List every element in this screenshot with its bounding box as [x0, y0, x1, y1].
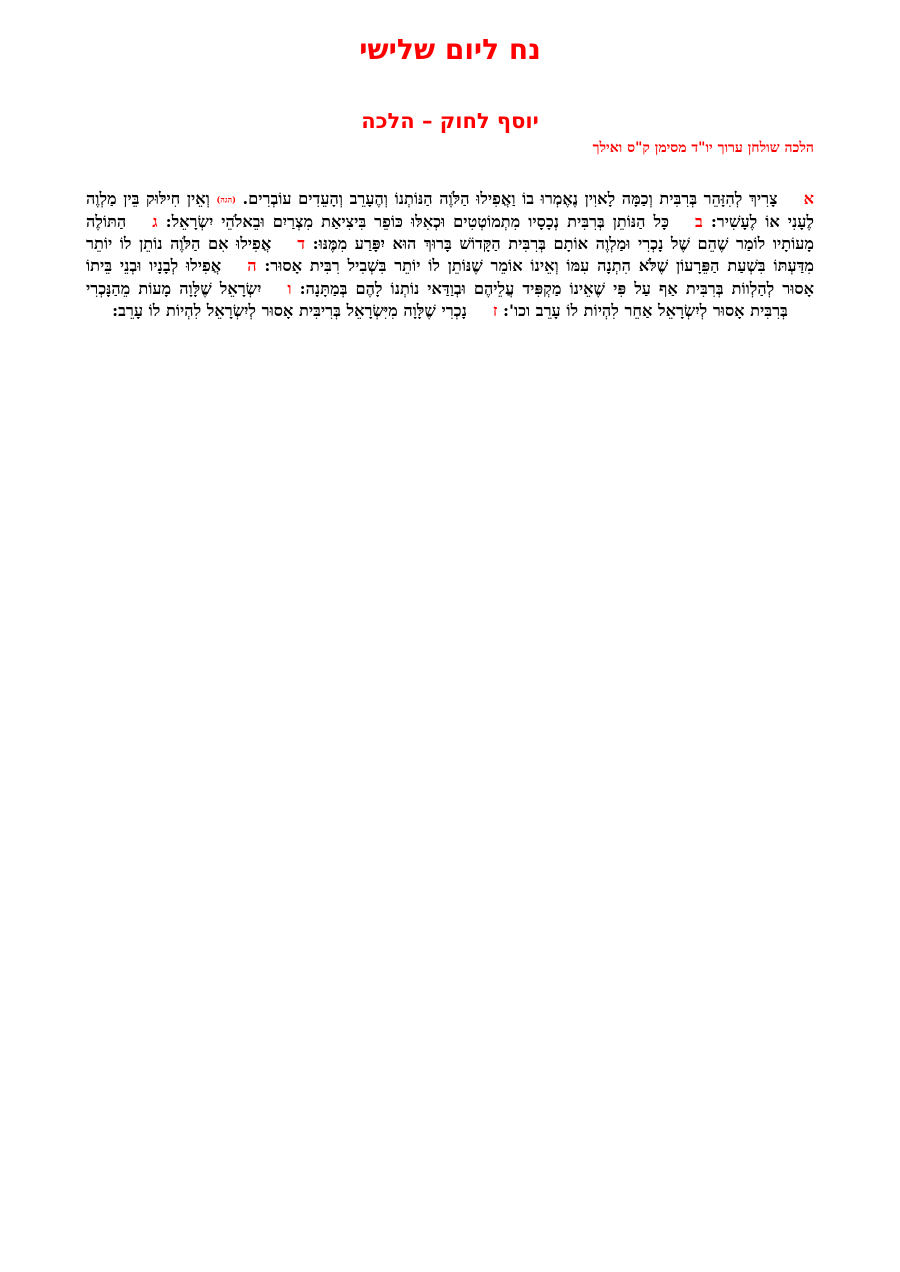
halacha-body: [86, 188, 814, 322]
seif-letter-6: ו: [287, 278, 292, 298]
seif-letter-1: א: [803, 189, 815, 208]
page-title: נח ליום שלישי: [359, 33, 541, 66]
seif-letter-5: ה: [247, 256, 257, 276]
seif-text-3: הַתּוֹלֶה מָעוֹתָיו לוֹמַר שֶׁהֵם שֶׁל נָכְרִי וּמַלְוֶה אוֹתָם בְּרִבִּית הַקָּדוֹשׁ בָּרוּךְ הוּא יִפָּרַע מִמֶּנּוּ:: [86, 211, 814, 253]
seif-letter-4: ד: [297, 233, 306, 253]
seif-letter-3: ג: [152, 211, 158, 231]
section-subtitle: יוסף לחוק – הלכה: [361, 109, 539, 133]
hagah-note: (הגה): [216, 194, 236, 205]
seif-text-1: צָרִיךְ לְהִזָּהֵר בְּרִבִּית וְכַמָּה לָאוִין נֶאֶמְרוּ בוֹ וַאֲפִילוּ הַלֹּוֶה הַנּוֹתְנוֹ וְהֶעָרֵב וְהָעֵדִים עוֹבְרִים.: [242, 189, 778, 208]
seif-text-1-continuation: וְאֵין חִילּוּק בֵּין מַלְוֶה לֶעָנִי אוֹ לֶעָשִׁיר:: [86, 189, 815, 231]
seif-text-4: אֲפִילוּ אִם הַלֹּוֶה נוֹתֵן לוֹ יוֹתֵר מִדַּעְתּוֹ בִּשְׁעַת הַפֵּרָעוֹן שֶׁלֹּא הִתְנָה עִמּוֹ וְאֵינוֹ אוֹמֵר שֶׁנּוֹתֵן לוֹ יוֹתֵר בִּשְׁבִיל רִבִּית אָסוּר:: [86, 233, 814, 276]
seif-letter-7: ז: [492, 300, 498, 320]
seif-letter-2: ב: [694, 211, 703, 231]
seif-text-2: כָּל הַנּוֹתֵן בְּרִבִּית נְכָסָיו מִתְמוֹטְטִים וּכְאִלּוּ כּוֹפֵר בִּיצִיאַת מִצְרַיִם וּבֵאלֹהֵי יִשְׂרָאֵל:: [165, 211, 669, 231]
seif-text-7: נָכְרִי שֶׁלָּוָה מִיִּשְׂרָאֵל בְּרִיבִּית אָסוּר לְיִשְׂרָאֵל לִהְיוֹת לוֹ עָרֵב:: [112, 300, 467, 320]
seif-text-5: אֲפִילוּ לְבָנָיו וּבְנֵי בֵּיתוֹ אָסוּר לְהַלְווֹת בְּרִבִּית אַף עַל פִּי שֶׁאֵינוֹ מַקְפִּיד עֲלֵיהֶם וּבְוַדַּאי נוֹתְנוֹ לָהֶם בְּמַתָּנָה:: [86, 256, 814, 298]
source-reference: הלכה שולחן ערוך יו"ד מסימן ק"ס ואילך: [592, 140, 814, 156]
seif-text-6: יִשְׂרָאֵל שֶׁלָּוָה מָעוֹת מֵהַנָּכְרִי בְּרִבִּית אָסוּר לְיִשְׂרָאֵל אַחֵר לִהְיוֹת לוֹ עָרֵב וכו':: [86, 278, 788, 320]
